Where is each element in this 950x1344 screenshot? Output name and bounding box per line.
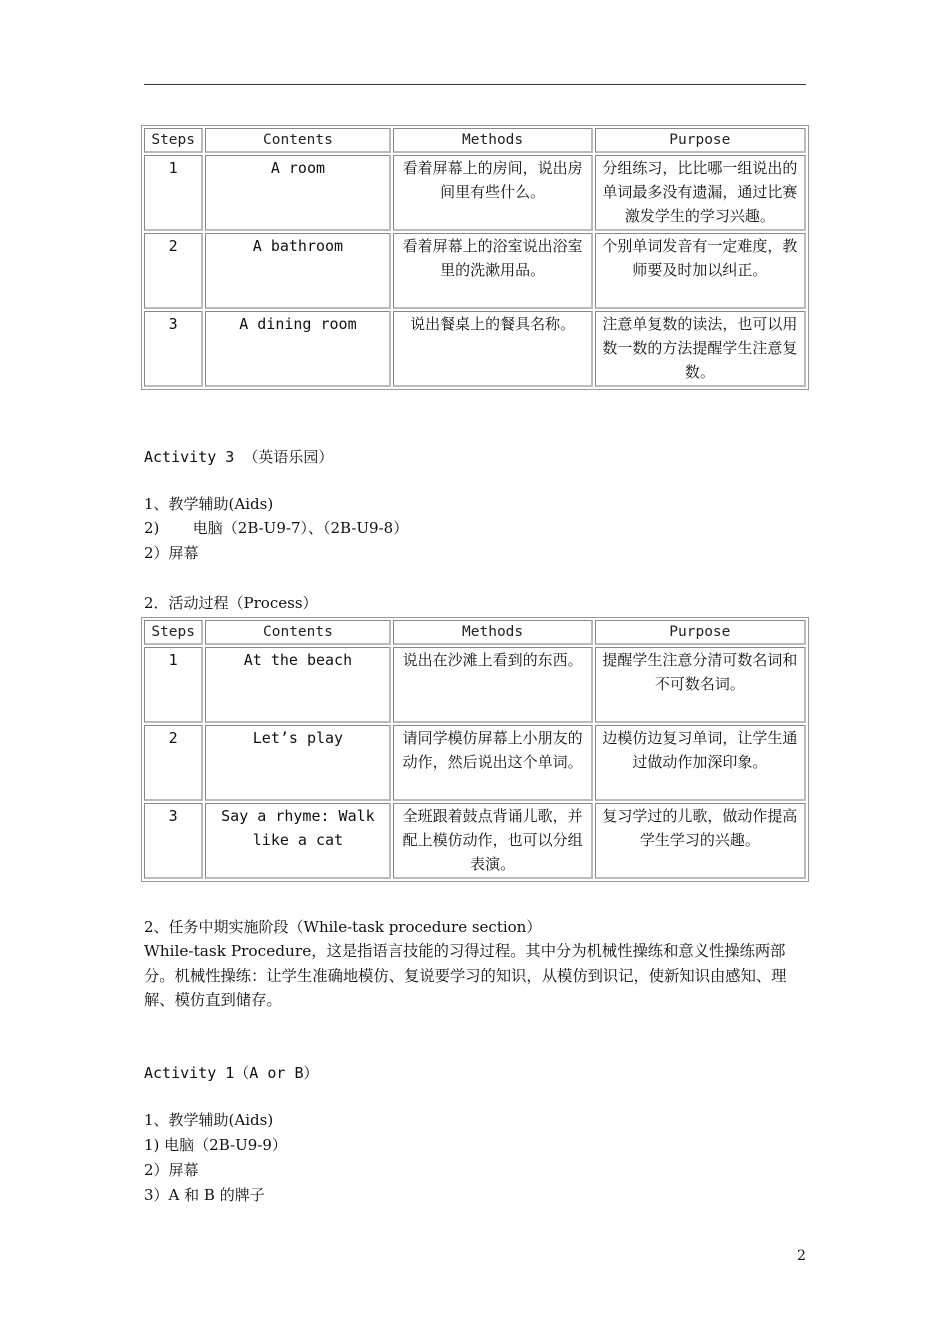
content-cell: A dining room: [205, 311, 391, 387]
method-cell: 说出餐桌上的餐具名称。: [393, 311, 592, 387]
header-rule: [144, 84, 806, 85]
content-cell: At the beach: [205, 647, 391, 723]
purpose-cell: 提醒学生注意分清可数名词和不可数名词。: [595, 647, 806, 723]
activity3-aid-item: 2）屏幕: [144, 544, 199, 562]
activity-table-2: [141, 617, 809, 882]
method-cell: 说出在沙滩上看到的东西。: [393, 647, 592, 723]
activity1-aid-item: 1) 电脑（2B-U9-9）: [144, 1136, 287, 1154]
step-cell: 1: [144, 155, 203, 231]
content-cell: Say a rhyme: Walk like a cat: [205, 803, 391, 879]
activity3-process-heading: 2．活动过程（Process）: [144, 594, 318, 612]
content-cell: A room: [205, 155, 391, 231]
method-cell: 请同学模仿屏幕上小朋友的动作，然后说出这个单词。: [393, 725, 592, 801]
content-cell: A bathroom: [205, 233, 391, 309]
step-cell: 2: [144, 725, 203, 801]
header-purpose: Purpose: [595, 620, 806, 645]
activity1-title: Activity 1（A or B）: [144, 1064, 319, 1082]
header-contents: Contents: [205, 128, 391, 153]
table-row: [144, 725, 806, 801]
activity3-aids-heading: 1、教学辅助(Aids): [144, 495, 274, 513]
activity1-aids-heading: 1、教学辅助(Aids): [144, 1111, 274, 1129]
table-row: [144, 647, 806, 723]
table-header-row: [144, 128, 806, 153]
header-steps: Steps: [144, 620, 203, 645]
while-task-heading: 2、任务中期实施阶段（While-task procedure section）: [144, 918, 542, 936]
step-cell: 3: [144, 311, 203, 387]
step-cell: 3: [144, 803, 203, 879]
table-row: [144, 233, 806, 309]
purpose-cell: 复习学过的儿歌，做动作提高学生学习的兴趣。: [595, 803, 806, 879]
activity3-aid-item: 2) 电脑（2B-U9-7）、（2B-U9-8）: [144, 519, 409, 537]
method-cell: 全班跟着鼓点背诵儿歌，并配上模仿动作，也可以分组表演。: [393, 803, 592, 879]
activity3-title: Activity 3 （英语乐园）: [144, 448, 334, 466]
page-number: 2: [797, 1248, 806, 1264]
purpose-cell: 分组练习，比比哪一组说出的单词最多没有遗漏，通过比赛激发学生的学习兴趣。: [595, 155, 806, 231]
content-cell: Let’s play: [205, 725, 391, 801]
header-contents: Contents: [205, 620, 391, 645]
header-methods: Methods: [393, 620, 592, 645]
method-cell: 看着屏幕上的房间，说出房间里有些什么。: [393, 155, 592, 231]
table-row: [144, 803, 806, 879]
activity-table-1: [141, 125, 809, 390]
activity1-aid-item: 3）A 和 B 的牌子: [144, 1186, 265, 1204]
purpose-cell: 个别单词发音有一定难度，教师要及时加以纠正。: [595, 233, 806, 309]
table-row: [144, 311, 806, 387]
header-purpose: Purpose: [595, 128, 806, 153]
step-cell: 1: [144, 647, 203, 723]
method-cell: 看着屏幕上的浴室说出浴室里的洗漱用品。: [393, 233, 592, 309]
header-steps: Steps: [144, 128, 203, 153]
purpose-cell: 边模仿边复习单词，让学生通过做动作加深印象。: [595, 725, 806, 801]
while-task-body: While-task Procedure，这是指语言技能的习得过程。其中分为机械性操练和意义性操练两部分。机械性操练：让学生准确地模仿、复说要学习的知识，从模仿到识记，使新知识由感知、理解、模仿直到储存。: [144, 942, 787, 1009]
header-methods: Methods: [393, 128, 592, 153]
activity1-aid-item: 2）屏幕: [144, 1161, 199, 1179]
step-cell: 2: [144, 233, 203, 309]
purpose-cell: 注意单复数的读法，也可以用数一数的方法提醒学生注意复数。: [595, 311, 806, 387]
table-header-row: [144, 620, 806, 645]
table-row: [144, 155, 806, 231]
